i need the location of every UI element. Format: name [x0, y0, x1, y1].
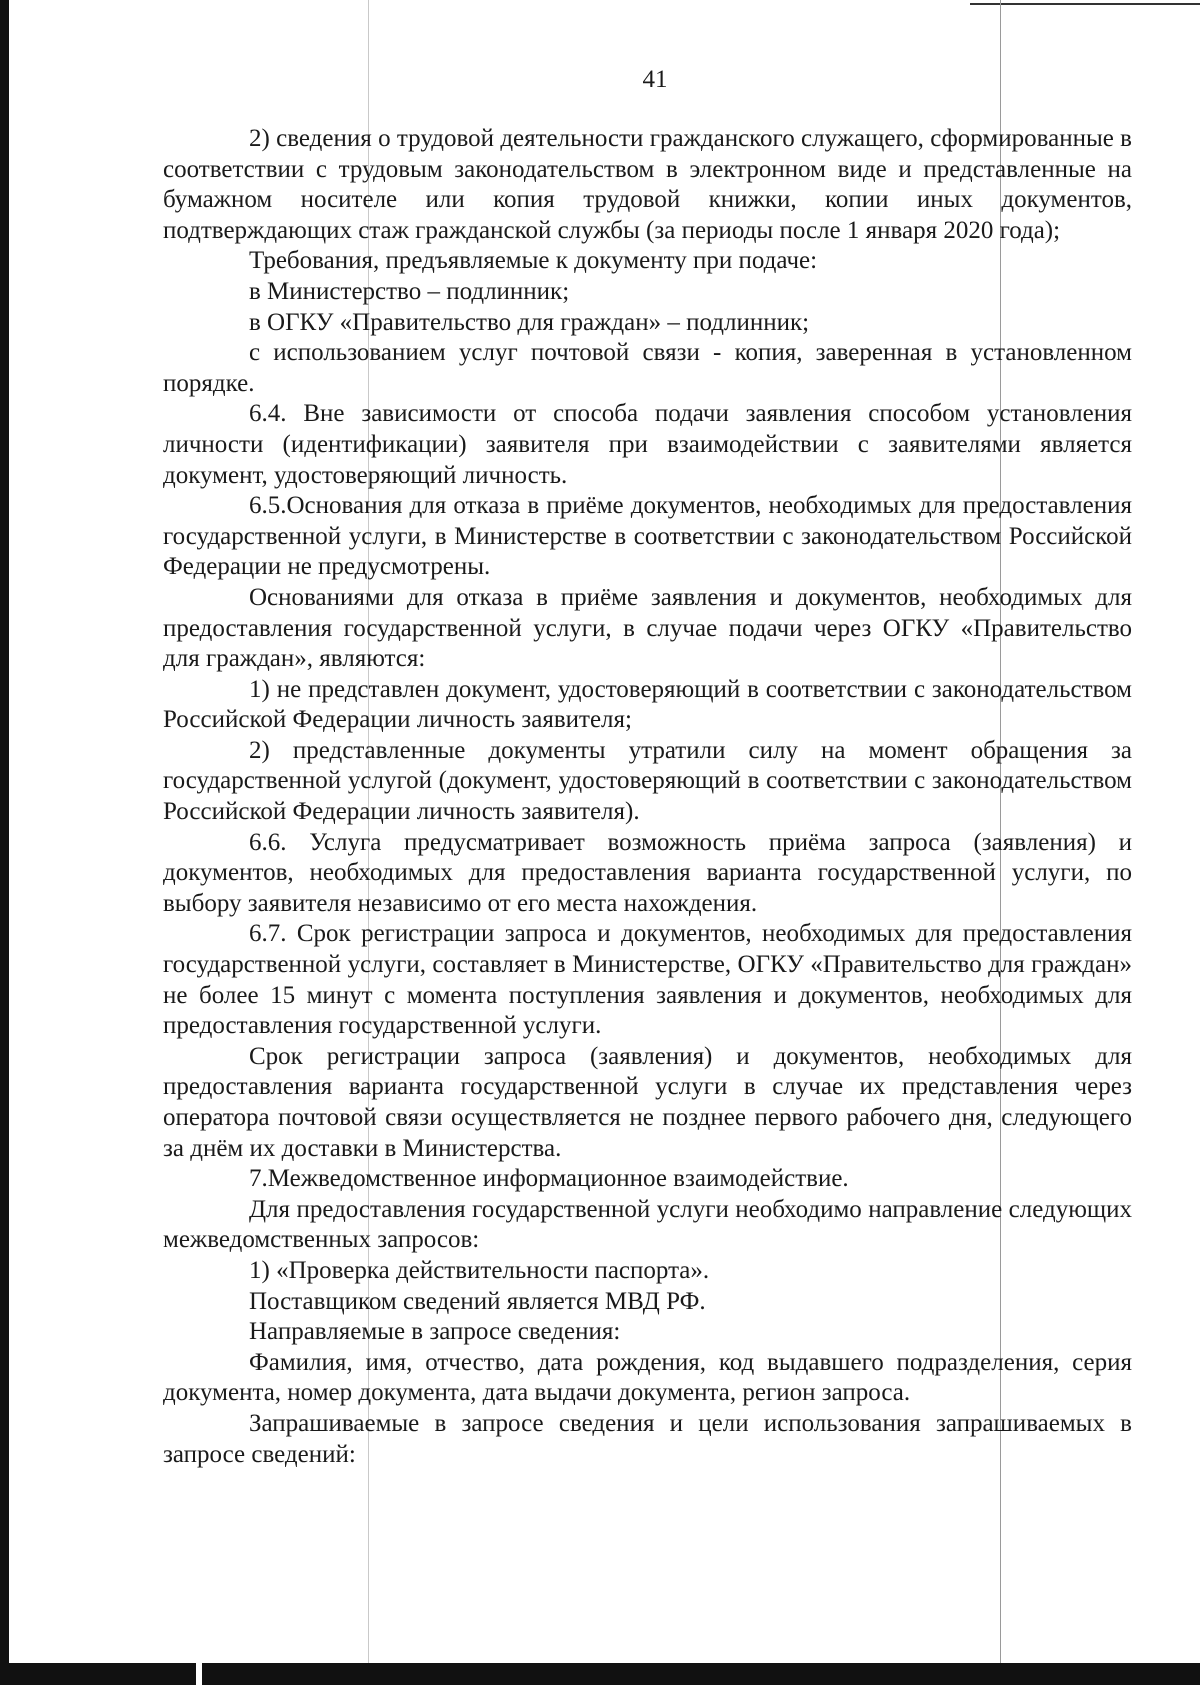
paragraph: 2) сведения о трудовой деятельности гражданского служащего, сформированные в соответствии с трудовым законодательством в электронном виде и представленные на бумажном носителе или копия трудовой книжки, копии иных документов, подтверждающих стаж гражданской службы (за периоды после 1 января 2020 года); — [163, 125, 1132, 244]
paragraph: 6.5.Основания для отказа в приёме документов, необходимых для предоставления государственной услуги, в Министерстве в соответствии с законодательством Российской Федерации не предусмотрены. — [163, 492, 1132, 581]
scan-line-top — [970, 3, 1200, 5]
paragraph: Фамилия, имя, отчество, дата рождения, код выдавшего подразделения, серия документа, номер документа, дата выдачи документа, регион запроса. — [163, 1348, 1132, 1407]
paragraph: 2) представленные документы утратили силу на момент обращения за государственной услугой (документ, удостоверяющий в соответствии с законодательством Российской Федерации личность заявителя). — [163, 736, 1132, 826]
paragraph: 6.7. Срок регистрации запроса и документов, необходимых для предоставления государственной услуги, составляет в Министерстве, ОГКУ «Правительство для граждан» не более 15 минут с момента поступления заявления и документов, необходимых для предоставления государственной услуги. — [163, 920, 1132, 1040]
paragraph: Срок регистрации запроса (заявления) и документов, необходимых для предоставления варианта государственной услуги в случае их представления через оператора почтовой связи осуществляется не позднее первого рабочего дня, следующего за днём их доставки в Министерства. — [163, 1042, 1132, 1162]
scan-border-bottom — [0, 1663, 1200, 1685]
paragraph: Направляемые в запросе сведения: — [249, 1318, 621, 1346]
paragraph: Запрашиваемые в запросе сведения и цели использования запрашиваемых в запросе сведений: — [163, 1409, 1132, 1468]
paragraph: Для предоставления государственной услуги необходимо направление следующих межведомственных запросов: — [163, 1195, 1132, 1254]
document-body — [163, 124, 1132, 1470]
paragraph: в ОГКУ «Правительство для граждан» – подлинник; — [249, 308, 810, 336]
page-number: 41 — [642, 66, 668, 93]
paragraph: 1) не представлен документ, удостоверяющий в соответствии с законодательством Российской Федерации личность заявителя; — [163, 675, 1132, 734]
paragraph: 6.4. Вне зависимости от способа подачи заявления способом установления личности (идентификации) заявителя при взаимодействии с заявителями является документ, удостоверяющий личность. — [163, 400, 1132, 489]
paragraph: 1) «Проверка действительности паспорта». — [249, 1256, 710, 1284]
scan-border-gap — [196, 1663, 202, 1685]
paragraph: в Министерство – подлинник; — [249, 277, 570, 305]
scan-border-left — [0, 0, 9, 1685]
paragraph: с использованием услуг почтовой связи - копия, заверенная в установленном порядке. — [163, 339, 1132, 397]
paragraph: 7.Межведомственное информационное взаимодействие. — [249, 1165, 849, 1193]
paragraph: Основаниями для отказа в приёме заявления и документов, необходимых для предоставления государственной услуги, в случае подачи через ОГКУ «Правительство для граждан», являются: — [163, 583, 1132, 673]
paragraph: 6.6. Услуга предусматривает возможность приёма запроса (заявления) и документов, необходимых для предоставления варианта государственной услуги, по выбору заявителя независимо от его места нахождения. — [163, 828, 1132, 917]
paragraph: Поставщиком сведений является МВД РФ. — [249, 1287, 706, 1315]
paragraph: Требования, предъявляемые к документу при подаче: — [249, 247, 818, 275]
